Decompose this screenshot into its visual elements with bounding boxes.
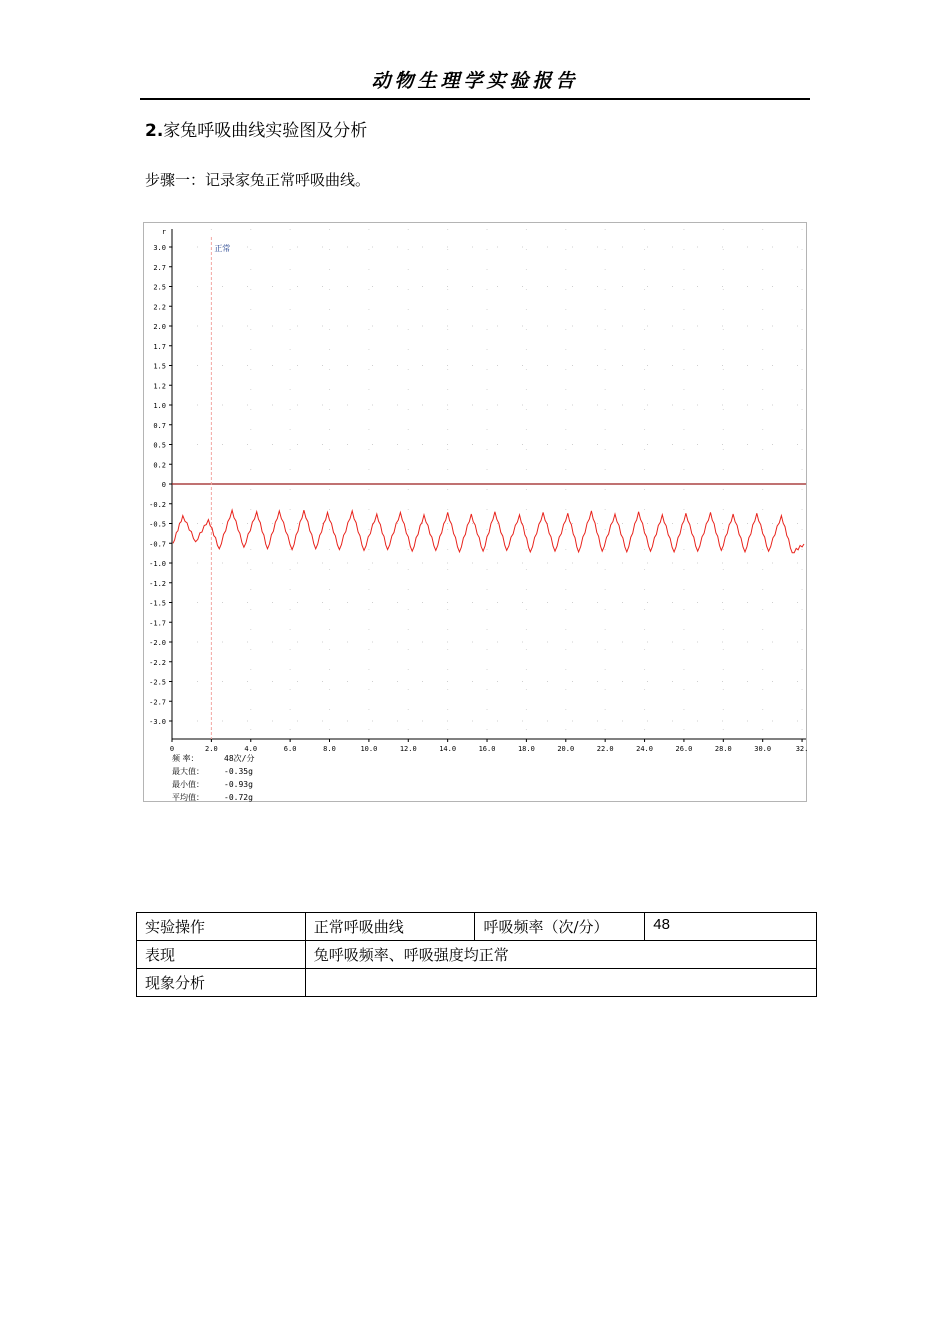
y-tick-label: 2.0 [153,323,166,331]
stat-label: 最小值： [172,780,204,789]
y-tick-label: -2.0 [149,639,166,647]
cell-performance-value: 兔呼吸频率、呼吸强度均正常 [305,941,816,969]
y-tick-label: -2.7 [149,698,166,707]
y-tick-label: 1.5 [153,362,166,371]
stat-value: -0.35g [224,767,253,776]
stat-label: 最大值： [172,767,204,776]
cell-operation-value: 正常呼吸曲线 [305,913,475,941]
y-tick-label: 3.0 [153,244,166,252]
stat-value: 48次/分 [224,754,255,763]
y-tick-label: -0.5 [149,520,166,529]
x-tick-label: 14.0 [439,745,457,753]
cell-operation-label: 实验操作 [137,913,306,941]
y-tick-label: -1.7 [149,619,166,628]
cell-performance-label: 表现 [137,941,306,969]
stat-value: -0.93g [224,780,253,789]
header-rule [140,98,810,100]
x-tick-label: 10.0 [360,745,378,753]
y-tick-label: 0.5 [153,441,166,450]
x-tick-label: 12.0 [399,745,417,753]
series-line [173,510,804,553]
cell-rate-value: 48 [645,913,817,941]
y-tick-label: -1.2 [149,579,166,588]
y-tick-label: 1.2 [153,382,166,391]
x-tick-label: 24.0 [636,745,653,753]
y-tick-label: 2.5 [153,283,166,292]
x-tick-label: 22.0 [596,745,614,753]
y-tick-label: -1.5 [149,599,166,608]
y-tick-label: 2.2 [153,303,166,312]
y-tick-label: 1.7 [153,342,166,351]
stat-value: -0.72g [224,793,253,802]
x-tick-label: 30.0 [754,745,772,753]
cell-rate-label: 呼吸频率（次/分） [475,913,645,941]
respiration-chart [143,222,807,802]
y-tick-label: 2.7 [153,263,166,272]
cell-analysis-value [305,969,816,997]
table-row [137,969,817,997]
y-tick-label: -2.2 [149,658,166,667]
y-tick-label: 0.2 [153,461,166,470]
y-tick-label: 0 [161,481,166,489]
y-tick-label: -2.5 [149,678,166,687]
results-table [136,912,817,997]
cell-analysis-label: 现象分析 [137,969,306,997]
x-tick-label: 2.0 [205,745,218,753]
section-title-text: 家兔呼吸曲线实验图及分析 [163,121,368,141]
chart-canvas [144,223,809,802]
x-tick-label: 28.0 [714,745,732,753]
step-text: 步骤一：记录家兔正常呼吸曲线。 [145,171,371,189]
x-tick-label: 0 [169,745,175,753]
y-tick-label: -3.0 [149,718,166,726]
x-tick-label: 26.0 [675,745,693,753]
stat-label: 平均值： [172,793,204,802]
x-tick-label: 6.0 [283,745,297,753]
x-tick-label: 4.0 [244,745,258,753]
y-tick-label: 1.0 [153,402,166,410]
y-tick-label: -0.2 [149,500,166,509]
y-tick-label: -0.7 [149,540,166,549]
page-header-title: 动物生理学实验报告 [371,70,579,92]
section-title [145,116,367,141]
x-tick-label: 20.0 [557,745,575,753]
x-tick-label: 18.0 [517,745,535,753]
y-tick-label: -1.0 [149,560,166,568]
marker-label: 正常 [214,244,231,253]
x-tick-label: 8.0 [323,745,336,753]
table-row [137,941,817,969]
table-row [137,913,817,941]
y-tick-label: 0.7 [153,421,166,430]
x-tick-label: 16.0 [478,745,496,753]
x-tick-label: 32. [795,745,809,753]
section-number: 2. [145,121,164,141]
y-unit-label: r [161,228,166,236]
stat-label: 频 率： [172,754,199,763]
